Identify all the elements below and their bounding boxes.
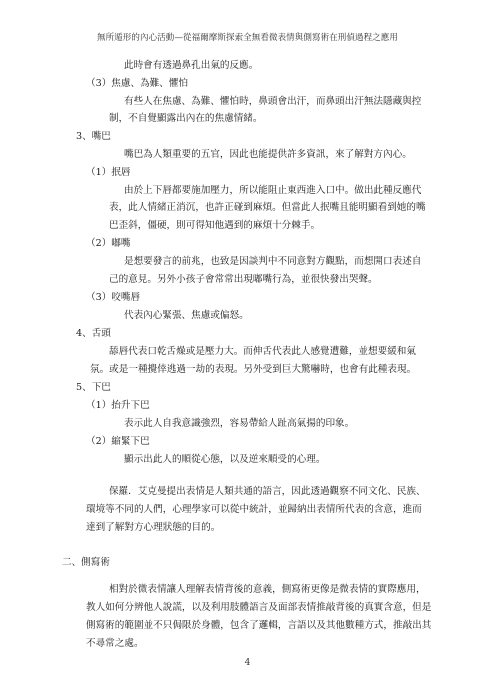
body-line: 環境等不同的人們，心理學家可以從中統計，並歸納出表情所代表的含意，進而 [86, 504, 422, 515]
body-line: 氛。或是一種攪倖逃過一劫的表現。另外受到巨大驚嚇時，也會有此種表現。 [90, 364, 417, 375]
body-line: 是想要發言的前兆，也致是因談判中不同意對方觀點，而想開口表述自 [124, 256, 422, 267]
subsection-heading: （2）縮緊下巴 [86, 436, 150, 447]
body-line: 達到了解對方心理狀態的目的。 [86, 522, 221, 533]
body-line: 不尋常之處。 [86, 638, 144, 649]
subsection-heading: （3）咬嘴唇 [86, 292, 141, 303]
body-line: 側寫術的範圍並不只侷限於身體，包含了邏輯，言語以及其他數種方式，推敲出其 [86, 620, 432, 631]
body-line: 保羅．艾克曼提出表情是人類共通的語言，因此透過觀察不同文化、民族、 [109, 486, 426, 497]
subsection-heading: （3）焦慮、為難、懼怕 [86, 78, 189, 89]
page-number: 4 [244, 658, 251, 668]
chapter-heading: 二、側寫術 [62, 557, 110, 568]
body-line: 巴歪斜，僵硬，則可得知他遇到的麻煩十分棘手。 [109, 220, 321, 231]
body-line: 制，不自覺顯露出內在的焦慮情緒。 [109, 113, 263, 124]
body-line: 相對於微表情讓人理解表情背後的意義，側寫術更像是微表情的實際應用， [109, 584, 426, 595]
body-line: 教人如何分辨他人說謊，以及利用肢體語言及面部表情推敲背後的真實含意，但是 [86, 602, 432, 613]
body-line: 己的意見。另外小孩子會常常出現嘟嘴行為，並很快發出哭聲。 [109, 274, 378, 285]
body-line: 代表內心緊張、焦慮或偏怒。 [124, 310, 249, 321]
subsection-heading: （2）嘟嘴 [86, 238, 131, 249]
body-line: 此時會有透過鼻孔出氣的反應。 [124, 60, 259, 71]
section-heading: 4、舌頭 [76, 328, 111, 339]
subsection-heading: （1）抿唇 [86, 167, 131, 178]
body-line: 由於上下唇都要施加壓力，所以能阻止東西進入口中。做出此種反應代 [124, 185, 422, 196]
body-line: 嘴巴為人類重要的五官，因此也能提供許多資訊，來了解對方內心。 [124, 149, 412, 160]
body-line: 顯示出此人的順從心態，以及逆來順受的心理。 [124, 454, 326, 465]
section-heading: 5、下巴 [76, 382, 111, 393]
body-line: 舔唇代表口乾舌燥或是壓力大。而伸舌代表此人感覺遭難，並想要緩和氣 [109, 346, 416, 357]
running-header: 無所遁形的內心活動—從福爾摩斯探索全無看微表情與側寫術在刑偵過程之應用 [96, 33, 398, 43]
body-line: 表，此人情緒正消沉，也許正碰到麻煩。但當此人抿嘴且能明顯看到她的嘴 [109, 202, 426, 213]
body-line: 表示此人自我意識強烈，容易帶給人趾高氣揚的印象。 [124, 418, 355, 429]
subsection-heading: （1）抬升下巴 [86, 400, 150, 411]
body-line: 有些人在焦慮、為難、懼怕時，鼻頭會出汗，而鼻頭出汗無法隱藏與控 [124, 96, 422, 107]
section-heading: 3、嘴巴 [76, 131, 111, 142]
